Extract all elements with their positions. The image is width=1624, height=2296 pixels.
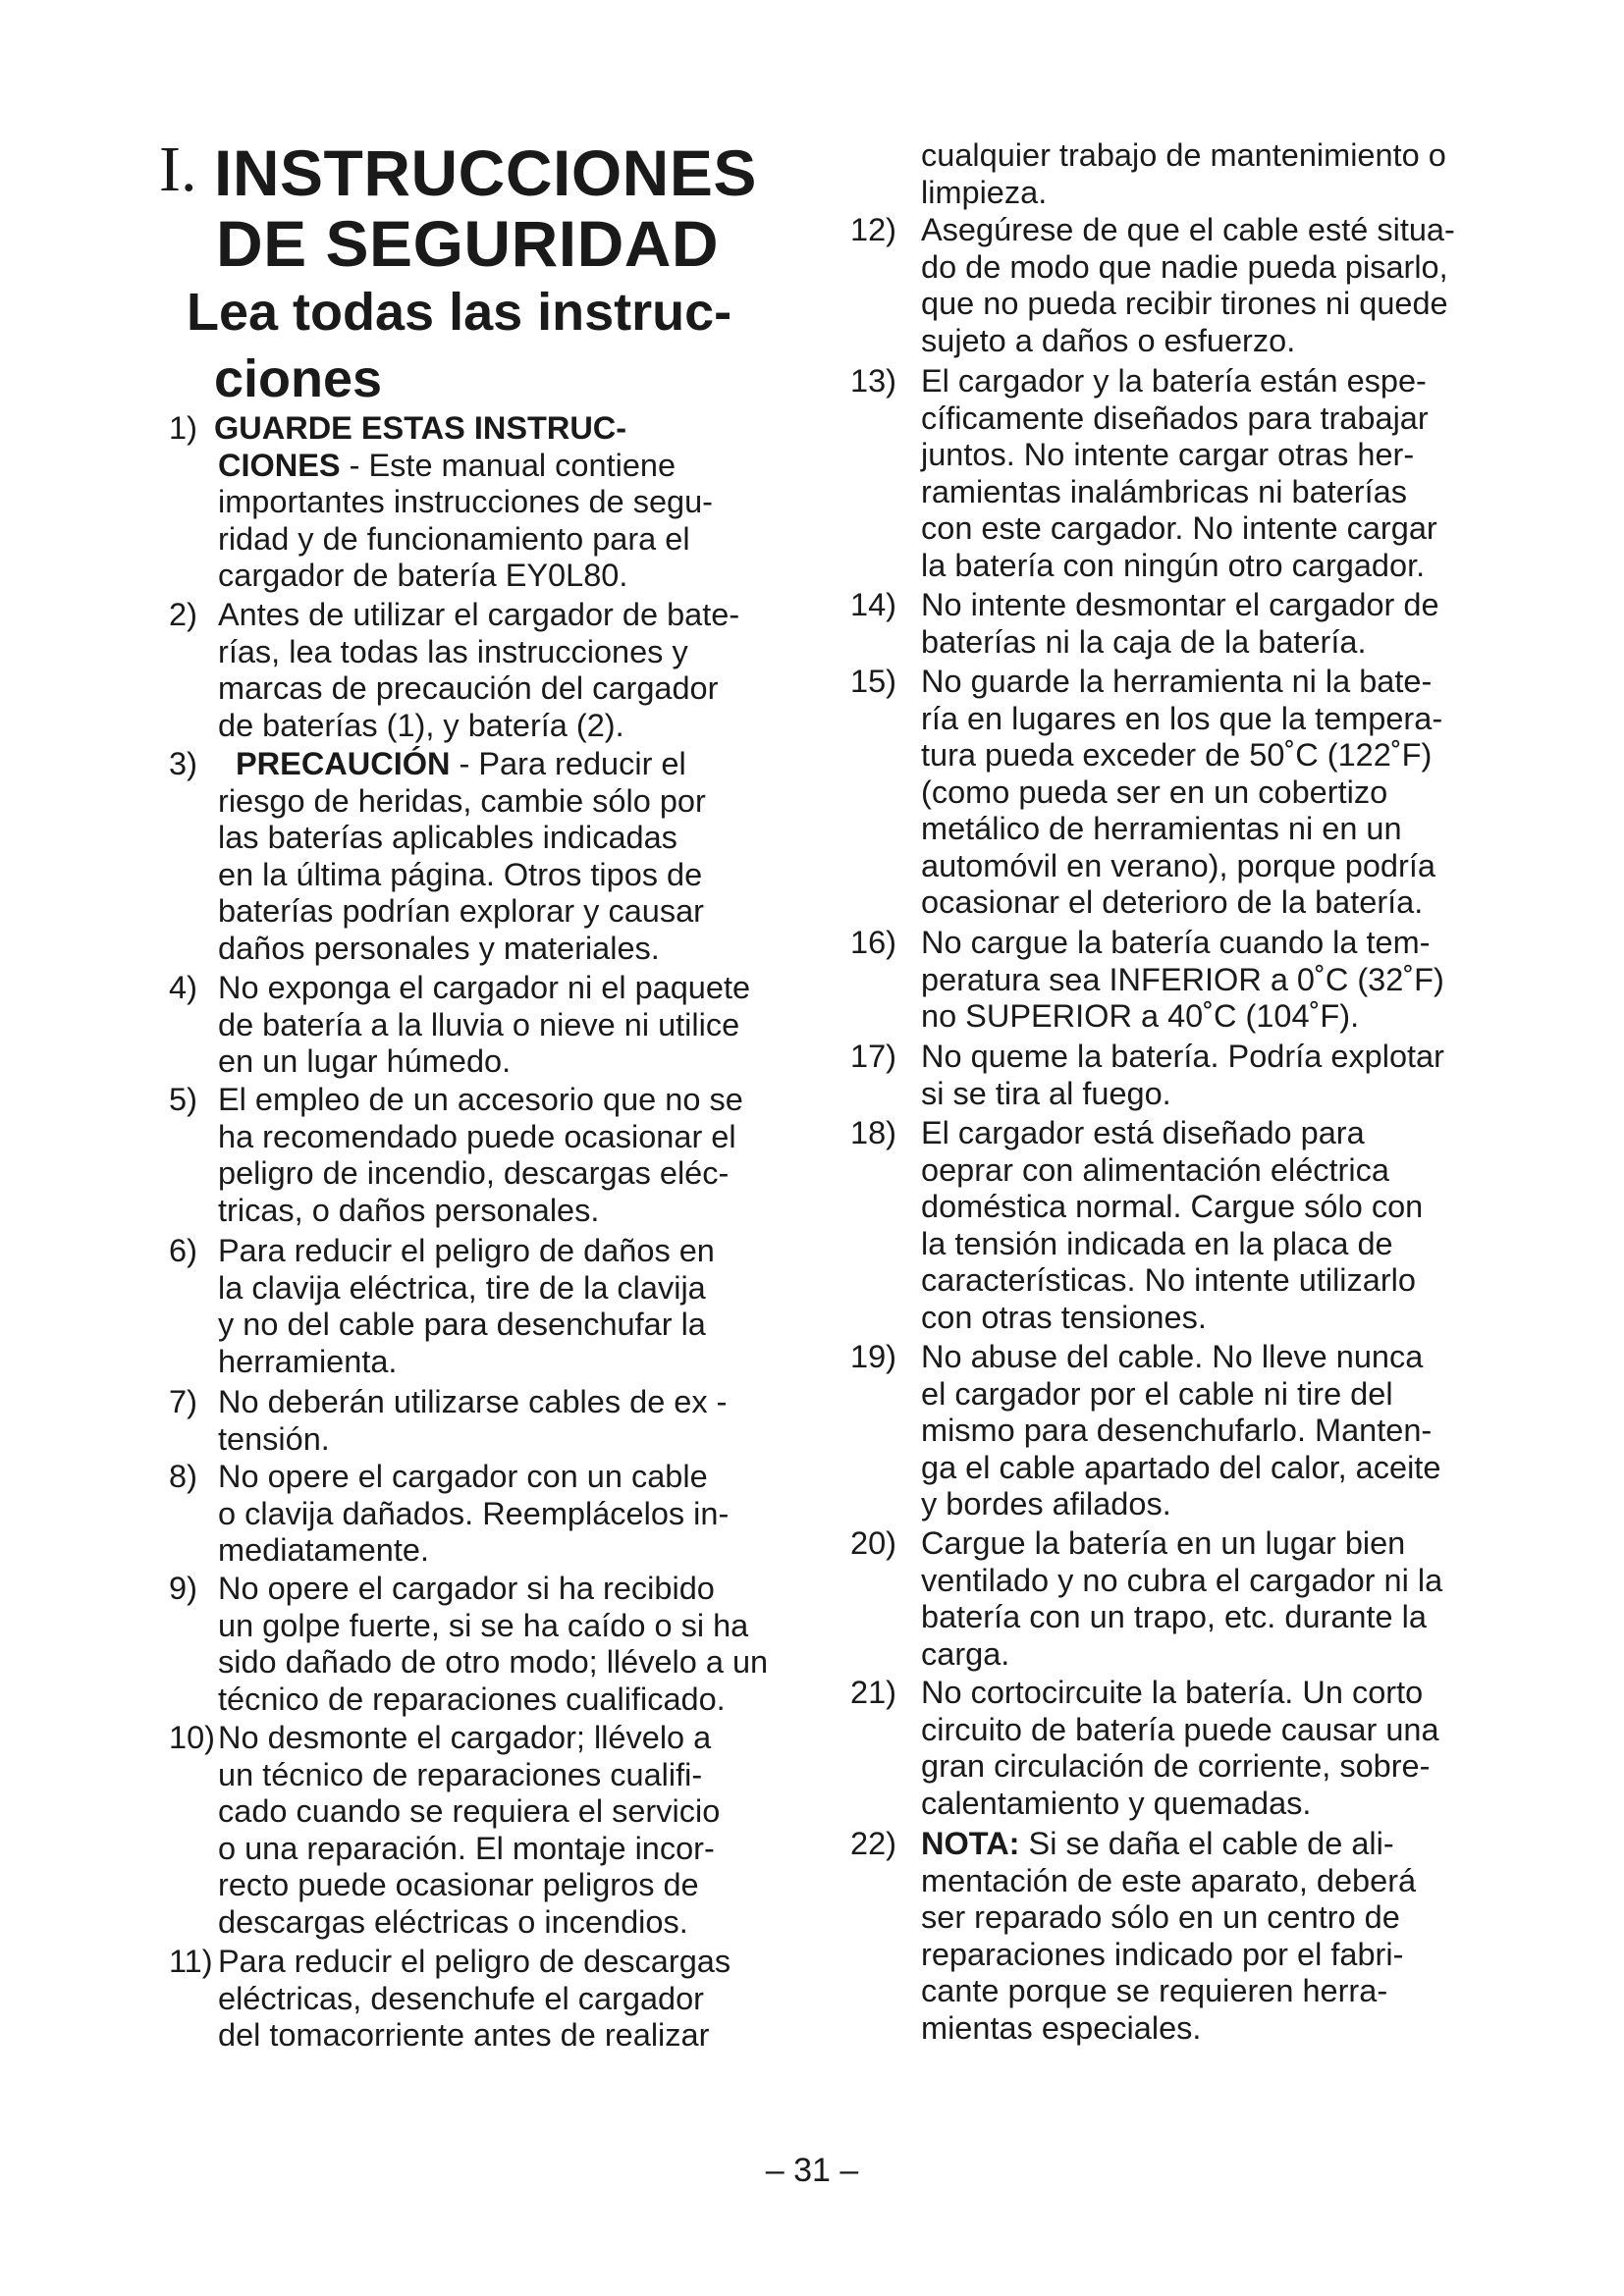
item-text-line: ramientas inalámbricas ni baterías: [921, 473, 1407, 509]
item-text: [218, 1082, 743, 1229]
item-number: 21): [850, 1675, 896, 1710]
item-text-line: con este cargador. No intente cargar: [921, 510, 1437, 546]
item-text-line: oeprar con alimentación eléctrica: [921, 1151, 1389, 1188]
item-text: [921, 1115, 1423, 1336]
item-text: [218, 1944, 731, 2055]
item-text: [921, 1339, 1440, 1523]
item-text-line: tura pueda exceder de 50˚C (122˚F): [921, 737, 1433, 773]
item-text: [218, 1720, 720, 1941]
item-text-line: No cortocircuite la batería. Un corto: [921, 1675, 1424, 1710]
item-text-line: no SUPERIOR a 40˚C (104˚F).: [921, 998, 1360, 1034]
item-text: [921, 587, 1439, 661]
item-text: [921, 925, 1444, 1036]
item-number: 9): [169, 1571, 197, 1606]
item-number: 22): [850, 1826, 896, 1861]
item-text-line: la tensión indicada en la placa de: [921, 1225, 1393, 1261]
item-number: 20): [850, 1525, 896, 1561]
item-text: [218, 1571, 768, 1718]
item-text-line: Para reducir el peligro de descargas: [218, 1944, 731, 1979]
item-text-line: el cargador por el cable ni tire del: [921, 1375, 1393, 1412]
item-text-line: juntos. No intente cargar otras her-: [921, 437, 1415, 472]
item-text-line: importantes instrucciones de segu-: [218, 484, 714, 519]
item-text-line: No abuse del cable. No lleve nunca: [921, 1339, 1424, 1374]
item-number: 17): [850, 1039, 896, 1074]
item-text-line: peligro de incendio, descargas eléc-: [218, 1155, 730, 1191]
item-text-line: sido dañado de otro modo; llévelo a un: [218, 1644, 769, 1680]
item-text-line: El empleo de un accesorio que no se: [218, 1082, 743, 1117]
item-text-line: con otras tensiones.: [921, 1299, 1207, 1335]
item-text: [921, 363, 1437, 584]
item-text-line: ridad y de funcionamiento para el: [218, 520, 690, 557]
item-text-line: doméstica normal. Cargue sólo con: [921, 1189, 1424, 1224]
item-text-line: eléctricas, desenchufe el cargador: [218, 1980, 705, 2016]
item-text-line: un técnico de reparaciones cualifi-: [218, 1756, 703, 1792]
item-text-line: mentación de este aparato, deberá: [921, 1862, 1417, 1898]
item-text: [218, 970, 750, 1081]
item-text-line: de batería a la lluvia o nieve ni utilice: [218, 1006, 740, 1042]
item-text-line: No guarde la herramienta ni la bate-: [921, 664, 1433, 699]
item-number: 11): [169, 1944, 213, 1979]
section-title-line-2: DE SEGURIDAD: [216, 207, 720, 280]
section-subtitle-line-1: Lea todas las instruc-: [187, 283, 732, 342]
item-text-line: la batería con ningún otro cargador.: [921, 547, 1426, 583]
item-text-line: y bordes afilados.: [921, 1486, 1171, 1522]
item-number: 1): [169, 410, 197, 446]
item-text-line: automóvil en verano), porque podría: [921, 847, 1435, 883]
item-text-line: ventilado y no cubra el cargador ni la: [921, 1562, 1443, 1598]
item-text: [921, 1525, 1442, 1673]
item-text-line: PRECAUCIÓN - Para reducir el: [236, 746, 686, 781]
item-text: [921, 1039, 1444, 1112]
item-text-line: un golpe fuerte, si se ha caído o si ha: [218, 1607, 749, 1643]
item-text-line: Para reducir el peligro de daños en: [218, 1233, 715, 1268]
item-text-line: GUARDE ESTAS INSTRUC-: [214, 410, 627, 446]
item-text-line: carga.: [921, 1635, 1010, 1672]
item-text-line: ría en lugares en los que la tempera-: [921, 700, 1443, 736]
section-roman-numeral: I.: [159, 133, 197, 205]
item-text-line: Cargue la batería en un lugar bien: [921, 1525, 1406, 1561]
item-text-line: No cargue la batería cuando la tem-: [921, 925, 1431, 960]
item-text-line: de baterías (1), y batería (2).: [218, 707, 624, 743]
item-text-line: o una reparación. El montaje incor-: [218, 1830, 715, 1866]
item-text: [214, 410, 714, 595]
item-text: [921, 1675, 1439, 1822]
item-text-line: gran circulación de corriente, sobre-: [921, 1748, 1431, 1784]
item-text-line: o clavija dañados. Reemplácelos in-: [218, 1495, 730, 1531]
item-text: [921, 664, 1442, 922]
item-text-line: tricas, o daños personales.: [218, 1192, 600, 1228]
item-text: [921, 137, 1446, 211]
item-number: 18): [850, 1115, 896, 1150]
item-text-line: mientas especiales.: [921, 2009, 1202, 2046]
item-number: 8): [169, 1459, 197, 1494]
item-text-line: batería con un trapo, etc. durante la: [921, 1599, 1427, 1634]
item-text-line: riesgo de heridas, cambie sólo por: [218, 782, 706, 819]
item-text-line: cargador de batería EY0L80.: [218, 558, 628, 593]
item-text: [218, 1459, 729, 1570]
item-text-line: rías, lea todas las instrucciones y: [218, 633, 688, 669]
item-text-line: Antes de utilizar el cargador de bate-: [218, 597, 740, 632]
item-text-line: ha recomendado puede ocasionar el: [218, 1118, 736, 1154]
item-text-line: El cargador y la batería están espe-: [921, 363, 1427, 399]
item-text-line: metálico de herramientas ni en un: [921, 811, 1402, 846]
item-text-line: circuito de batería puede causar una: [921, 1711, 1439, 1747]
item-text-line: características. No intente utilizarlo: [921, 1262, 1416, 1298]
item-text-line: No exponga el cargador ni el paquete: [218, 970, 751, 1005]
item-text-line: en la última página. Otros tipos de: [218, 856, 703, 892]
item-number: 15): [850, 664, 896, 699]
item-text: [921, 1826, 1416, 2047]
item-text-line: del tomacorriente antes de realizar: [218, 2017, 710, 2053]
item-text-line: si se tira al fuego.: [921, 1075, 1171, 1111]
item-text-line: marcas de precaución del cargador: [218, 670, 719, 706]
item-text-line: peratura sea INFERIOR a 0˚C (32˚F): [921, 961, 1444, 997]
item-text: [218, 597, 739, 744]
item-text-line: ga el cable apartado del calor, aceite: [921, 1449, 1441, 1485]
item-text-line: cualquier trabajo de mantenimiento o: [921, 137, 1446, 173]
item-text-line: Asegúrese de que el cable esté situa-: [921, 212, 1455, 247]
item-text-line: ocasionar el deterioro de la batería.: [921, 884, 1424, 920]
section-title-line-1: INSTRUCCIONES: [214, 136, 757, 209]
item-text-line: mismo para desenchufarlo. Manten-: [921, 1413, 1433, 1448]
item-text: [218, 1233, 715, 1380]
page-number: – 31 –: [765, 2152, 859, 2189]
item-text-line: No queme la batería. Podría explotar: [921, 1039, 1444, 1074]
item-number: 7): [169, 1384, 197, 1419]
item-text-line: No intente desmontar el cargador de: [921, 587, 1439, 622]
item-number: 2): [169, 597, 197, 632]
item-text-line: las baterías aplicables indicadas: [218, 820, 677, 855]
item-text-line: No opere el cargador si ha recibido: [218, 1571, 715, 1606]
item-text-line: CIONES - Este manual contiene: [218, 447, 677, 483]
item-number: 12): [850, 212, 896, 247]
section-subtitle-line-2: ciones: [214, 349, 383, 408]
item-number: 13): [850, 363, 896, 399]
item-text-line: (como pueda ser en un cobertizo: [921, 774, 1388, 810]
item-text-line: que no pueda recibir tirones ni quede: [921, 286, 1448, 321]
item-text-line: El cargador está diseñado para: [921, 1115, 1365, 1150]
item-text: [218, 746, 706, 967]
item-number: 5): [169, 1082, 197, 1117]
item-text-line: cado cuando se requiera el servicio: [218, 1793, 721, 1829]
item-text-line: tensión.: [218, 1420, 330, 1457]
item-text-line: NOTA: Si se daña el cable de ali-: [921, 1826, 1394, 1861]
item-text-line: herramienta.: [218, 1343, 398, 1379]
item-text-line: mediatamente.: [218, 1532, 429, 1568]
item-text-line: calentamiento y quemadas.: [921, 1785, 1312, 1821]
item-number: 19): [850, 1339, 896, 1374]
item-text-line: No deberán utilizarse cables de ex -: [218, 1384, 728, 1419]
item-text-line: y no del cable para desenchufar la: [218, 1307, 706, 1342]
item-number: 16): [850, 925, 896, 960]
item-text-line: baterías podrían explorar y causar: [218, 893, 704, 929]
item-number: 14): [850, 587, 896, 622]
item-text-line: No opere el cargador con un cable: [218, 1459, 708, 1494]
item-text-line: limpieza.: [921, 174, 1048, 210]
item-text: [218, 1384, 727, 1458]
item-text: [921, 212, 1455, 359]
section-title: [214, 137, 757, 279]
item-text-line: cante porque se requieren herra-: [921, 1973, 1388, 2008]
section-subtitle: [187, 279, 835, 412]
item-text-line: No desmonte el cargador; llévelo a: [218, 1720, 712, 1755]
item-number: 6): [169, 1233, 197, 1268]
item-number: 4): [169, 970, 197, 1005]
item-text-line: recto puede ocasionar peligros de: [218, 1867, 699, 1902]
item-text-line: descargas eléctricas o incendios.: [218, 1903, 688, 1940]
item-number: 3): [169, 746, 197, 781]
item-text-line: la clavija eléctrica, tire de la clavija: [218, 1269, 706, 1306]
item-text-line: do de modo que nadie pueda pisarlo,: [921, 248, 1448, 285]
item-text-line: baterías ni la caja de la batería.: [921, 623, 1367, 660]
item-text-line: daños personales y materiales.: [218, 930, 660, 966]
item-text-line: reparaciones indicado por el fabri-: [921, 1936, 1404, 1972]
item-text-line: ser reparado sólo en un centro de: [921, 1899, 1400, 1935]
item-text-line: en un lugar húmedo.: [218, 1043, 512, 1079]
item-text-line: cíficamente diseñados para trabajar: [921, 400, 1429, 436]
item-text-line: técnico de reparaciones cualificado.: [218, 1681, 726, 1717]
item-text-line: sujeto a daños o esfuerzo.: [921, 322, 1296, 358]
item-number: 10): [169, 1720, 215, 1755]
